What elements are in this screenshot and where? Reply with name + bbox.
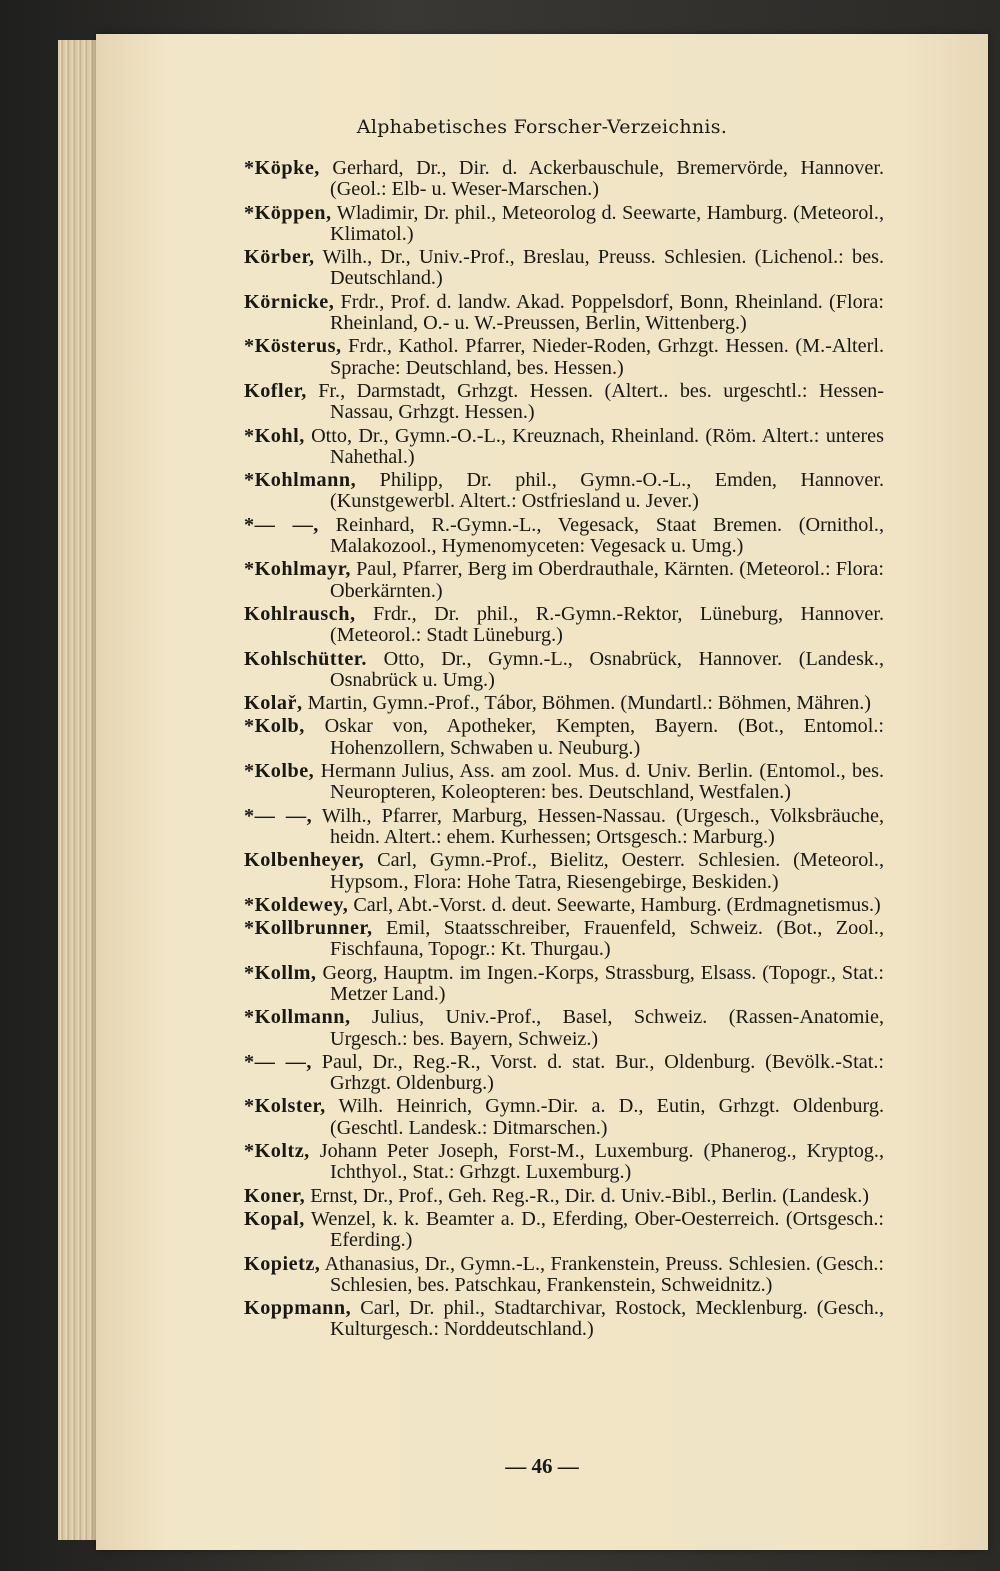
page xyxy=(96,34,988,1550)
entry-text: Athanasius, Dr., Gymn.-L., Frankenstein, Preuss. Schlesien. (Gesch.: Schlesien, bes. Patschkau, Frankenstein, Schweidnitz.) xyxy=(320,1252,884,1296)
entry xyxy=(244,247,884,290)
entry xyxy=(244,515,884,558)
entry xyxy=(244,963,884,1006)
entry xyxy=(244,604,884,647)
entry xyxy=(244,761,884,804)
entry-name: *Koldewey, xyxy=(244,893,349,916)
page-number: — 46 — xyxy=(505,1454,579,1478)
entry-text: Carl, Gymn.-Prof., Bielitz, Oesterr. Schlesien. (Meteorol., Hypsom., Flora: Hohe Tatra, Riesengebirge, Beskiden.) xyxy=(330,849,884,893)
entry xyxy=(244,1007,884,1050)
entry-text: Wladimir, Dr. phil., Meteorolog d. Seewarte, Hamburg. (Meteorol., Klimatol.) xyxy=(330,201,884,245)
entry xyxy=(244,158,884,201)
entry xyxy=(244,918,884,961)
entry-text: Wilh., Dr., Univ.-Prof., Breslau, Preuss. Schlesien. (Lichenol.: bes. Deutschland.) xyxy=(314,246,884,290)
entry-text: Emil, Staatsschreiber, Frauenfeld, Schweiz. (Bot., Zool., Fischfauna, Topogr.: Kt. Thurgau.) xyxy=(330,917,884,961)
entry-text: Philipp, Dr. phil., Gymn.-O.-L., Emden, Hannover. (Kunstgewerbl. Altert.: Ostfriesland u. Jever.) xyxy=(330,469,884,513)
entry-text: Hermann Julius, Ass. am zool. Mus. d. Univ. Berlin. (Entomol., bes. Neuropteren, Koleopteren: bes. Deutschland, Westfalen.) xyxy=(314,760,884,804)
entry xyxy=(244,1096,884,1139)
entry-text: Georg, Hauptm. im Ingen.-Korps, Strassburg, Elsass. (Topogr., Stat.: Metzer Land.) xyxy=(316,961,884,1005)
entry-text: Otto, Dr., Gymn.-L., Osnabrück, Hannover. (Landesk., Osnabrück u. Umg.) xyxy=(330,647,884,691)
entry xyxy=(244,716,884,759)
running-head: Alphabetisches Forscher-Verzeichnis. xyxy=(356,116,728,138)
entry xyxy=(244,470,884,513)
entry-text: Martin, Gymn.-Prof., Tábor, Böhmen. (Mundartl.: Böhmen, Mähren.) xyxy=(302,692,871,715)
entry-text: Carl, Dr. phil., Stadtarchivar, Rostock, Mecklenburg. (Gesch., Kulturgesch.: Norddeutschland.) xyxy=(330,1297,884,1341)
entry-name: Kolbenheyer, xyxy=(244,849,365,872)
entry-text: Paul, Pfarrer, Berg im Oberdrauthale, Kärnten. (Meteorol.: Flora: Oberkärnten.) xyxy=(330,558,884,602)
entry-text: Ernst, Dr., Prof., Geh. Reg.-R., Dir. d. Univ.-Bibl., Berlin. (Landesk.) xyxy=(305,1184,870,1207)
entry-text: Frdr., Dr. phil., R.-Gymn.-Rektor, Lüneburg, Hannover. (Meteorol.: Stadt Lüneburg.) xyxy=(330,602,884,647)
entry-text: Wilh. Heinrich, Gymn.-Dir. a. D., Eutin, Grhzgt. Oldenburg. (Geschtl. Landesk.: Ditmarschen.) xyxy=(325,1095,884,1139)
entry-text: Frdr., Kathol. Pfarrer, Nieder-Roden, Grhzgt. Hessen. (M.-Alterl. Sprache: Deutschland, bes. Hessen.) xyxy=(330,335,884,379)
entry-name: *— —, xyxy=(244,1050,312,1073)
entry-text: Reinhard, R.-Gymn.-L., Vegesack, Staat Bremen. (Ornithol., Malakozool., Hymenomyceten: Vegesack u. Umg.) xyxy=(318,513,885,558)
entry-name: *Kolb, xyxy=(244,715,305,738)
entry-name: *Köppen, xyxy=(244,201,332,224)
entry xyxy=(244,426,884,469)
entry xyxy=(244,1186,884,1207)
entry-text: Johann Peter Joseph, Forst-M., Luxemburg. (Phanerog., Kryptog., Ichthyol., Stat.: Grhzgt. Luxemburg.) xyxy=(309,1140,884,1184)
entry xyxy=(244,806,884,849)
entry-text: Carl, Abt.-Vorst. d. deut. Seewarte, Hamburg. (Erdmagnetismus.) xyxy=(348,893,881,916)
entry-name: *— —, xyxy=(244,513,319,536)
entry xyxy=(244,203,884,246)
entry-name: *Kolbe, xyxy=(244,760,315,783)
entry-text: Frdr., Prof. d. landw. Akad. Poppelsdorf, Bonn, Rheinland. (Flora: Rheinland, O.- u. W.-Preussen, Berlin, Wittenberg.) xyxy=(330,290,884,335)
entry-list xyxy=(244,158,884,1341)
entry xyxy=(244,693,884,714)
entry-text: Wilh., Pfarrer, Marburg, Hessen-Nassau. (Urgesch., Volksbräuche, heidn. Altert.: ehem. Kurhessen; Ortsgesch.: Marburg.) xyxy=(312,804,885,848)
entry-name: Koner, xyxy=(244,1184,306,1207)
entry-name: Körber, xyxy=(244,246,315,269)
entry-name: *Kolster, xyxy=(244,1095,326,1118)
entry-name: *Köpke, xyxy=(244,157,320,179)
entry xyxy=(244,895,884,916)
entry-name: *Kollbrunner, xyxy=(244,917,373,940)
entry-text: Paul, Dr., Reg.-R., Vorst. d. stat. Bur., Oldenburg. (Bevölk.-Stat.: Grhzgt. Oldenburg.) xyxy=(311,1050,885,1095)
entry-name: Kofler, xyxy=(244,379,307,402)
entry-name: *Kollmann, xyxy=(244,1006,351,1029)
entry-text: Gerhard, Dr., Dir. d. Ackerbauschule, Bremervörde, Hannover. (Geol.: Elb- u. Weser-Marschen.) xyxy=(319,157,884,201)
entry-name: *Kohl, xyxy=(244,424,305,447)
entry-name: Kopietz, xyxy=(244,1252,321,1275)
entry-name: Kohlrausch, xyxy=(244,602,356,625)
entry-name: *Kösterus, xyxy=(244,335,342,358)
entry-name: *Koltz, xyxy=(244,1140,310,1163)
entry-name: Körnicke, xyxy=(244,290,335,313)
entry xyxy=(244,850,884,893)
entry xyxy=(244,1141,884,1184)
entry-name: *Kohlmann, xyxy=(244,469,357,492)
entry-name: Kopal, xyxy=(244,1207,305,1230)
entry-text: Fr., Darmstadt, Grhzgt. Hessen. (Altert.. bes. urgeschtl.: Hessen-Nassau, Grhzgt. Hessen.) xyxy=(306,379,884,424)
entry-name: Kolař, xyxy=(244,692,303,715)
entry-text: Otto, Dr., Gymn.-O.-L., Kreuznach, Rheinland. (Röm. Altert.: unteres Nahethal.) xyxy=(304,424,884,468)
entry xyxy=(244,1298,884,1341)
entry-text: Julius, Univ.-Prof., Basel, Schweiz. (Rassen-Anatomie, Urgesch.: bes. Bayern, Schweiz.) xyxy=(330,1006,884,1050)
entry-name: *Kollm, xyxy=(244,961,317,984)
entry xyxy=(244,336,884,379)
entry xyxy=(244,649,884,692)
entry-name: Kohlschütter. xyxy=(244,647,367,670)
entry-name: *— —, xyxy=(244,804,313,827)
entry xyxy=(244,1254,884,1297)
entry-text: Wenzel, k. k. Beamter a. D., Eferding, Ober-Oesterreich. (Ortsgesch.: Eferding.) xyxy=(304,1207,884,1252)
entry xyxy=(244,1052,884,1095)
entry-text: Oskar von, Apotheker, Kempten, Bayern. (Bot., Entomol.: Hohenzollern, Schwaben u. Neuburg.) xyxy=(304,715,884,759)
entry-name: *Kohlmayr, xyxy=(244,558,351,581)
entry xyxy=(244,381,884,424)
entry xyxy=(244,1209,884,1252)
entry xyxy=(244,559,884,602)
entry-name: Koppmann, xyxy=(244,1297,352,1320)
entry xyxy=(244,292,884,335)
